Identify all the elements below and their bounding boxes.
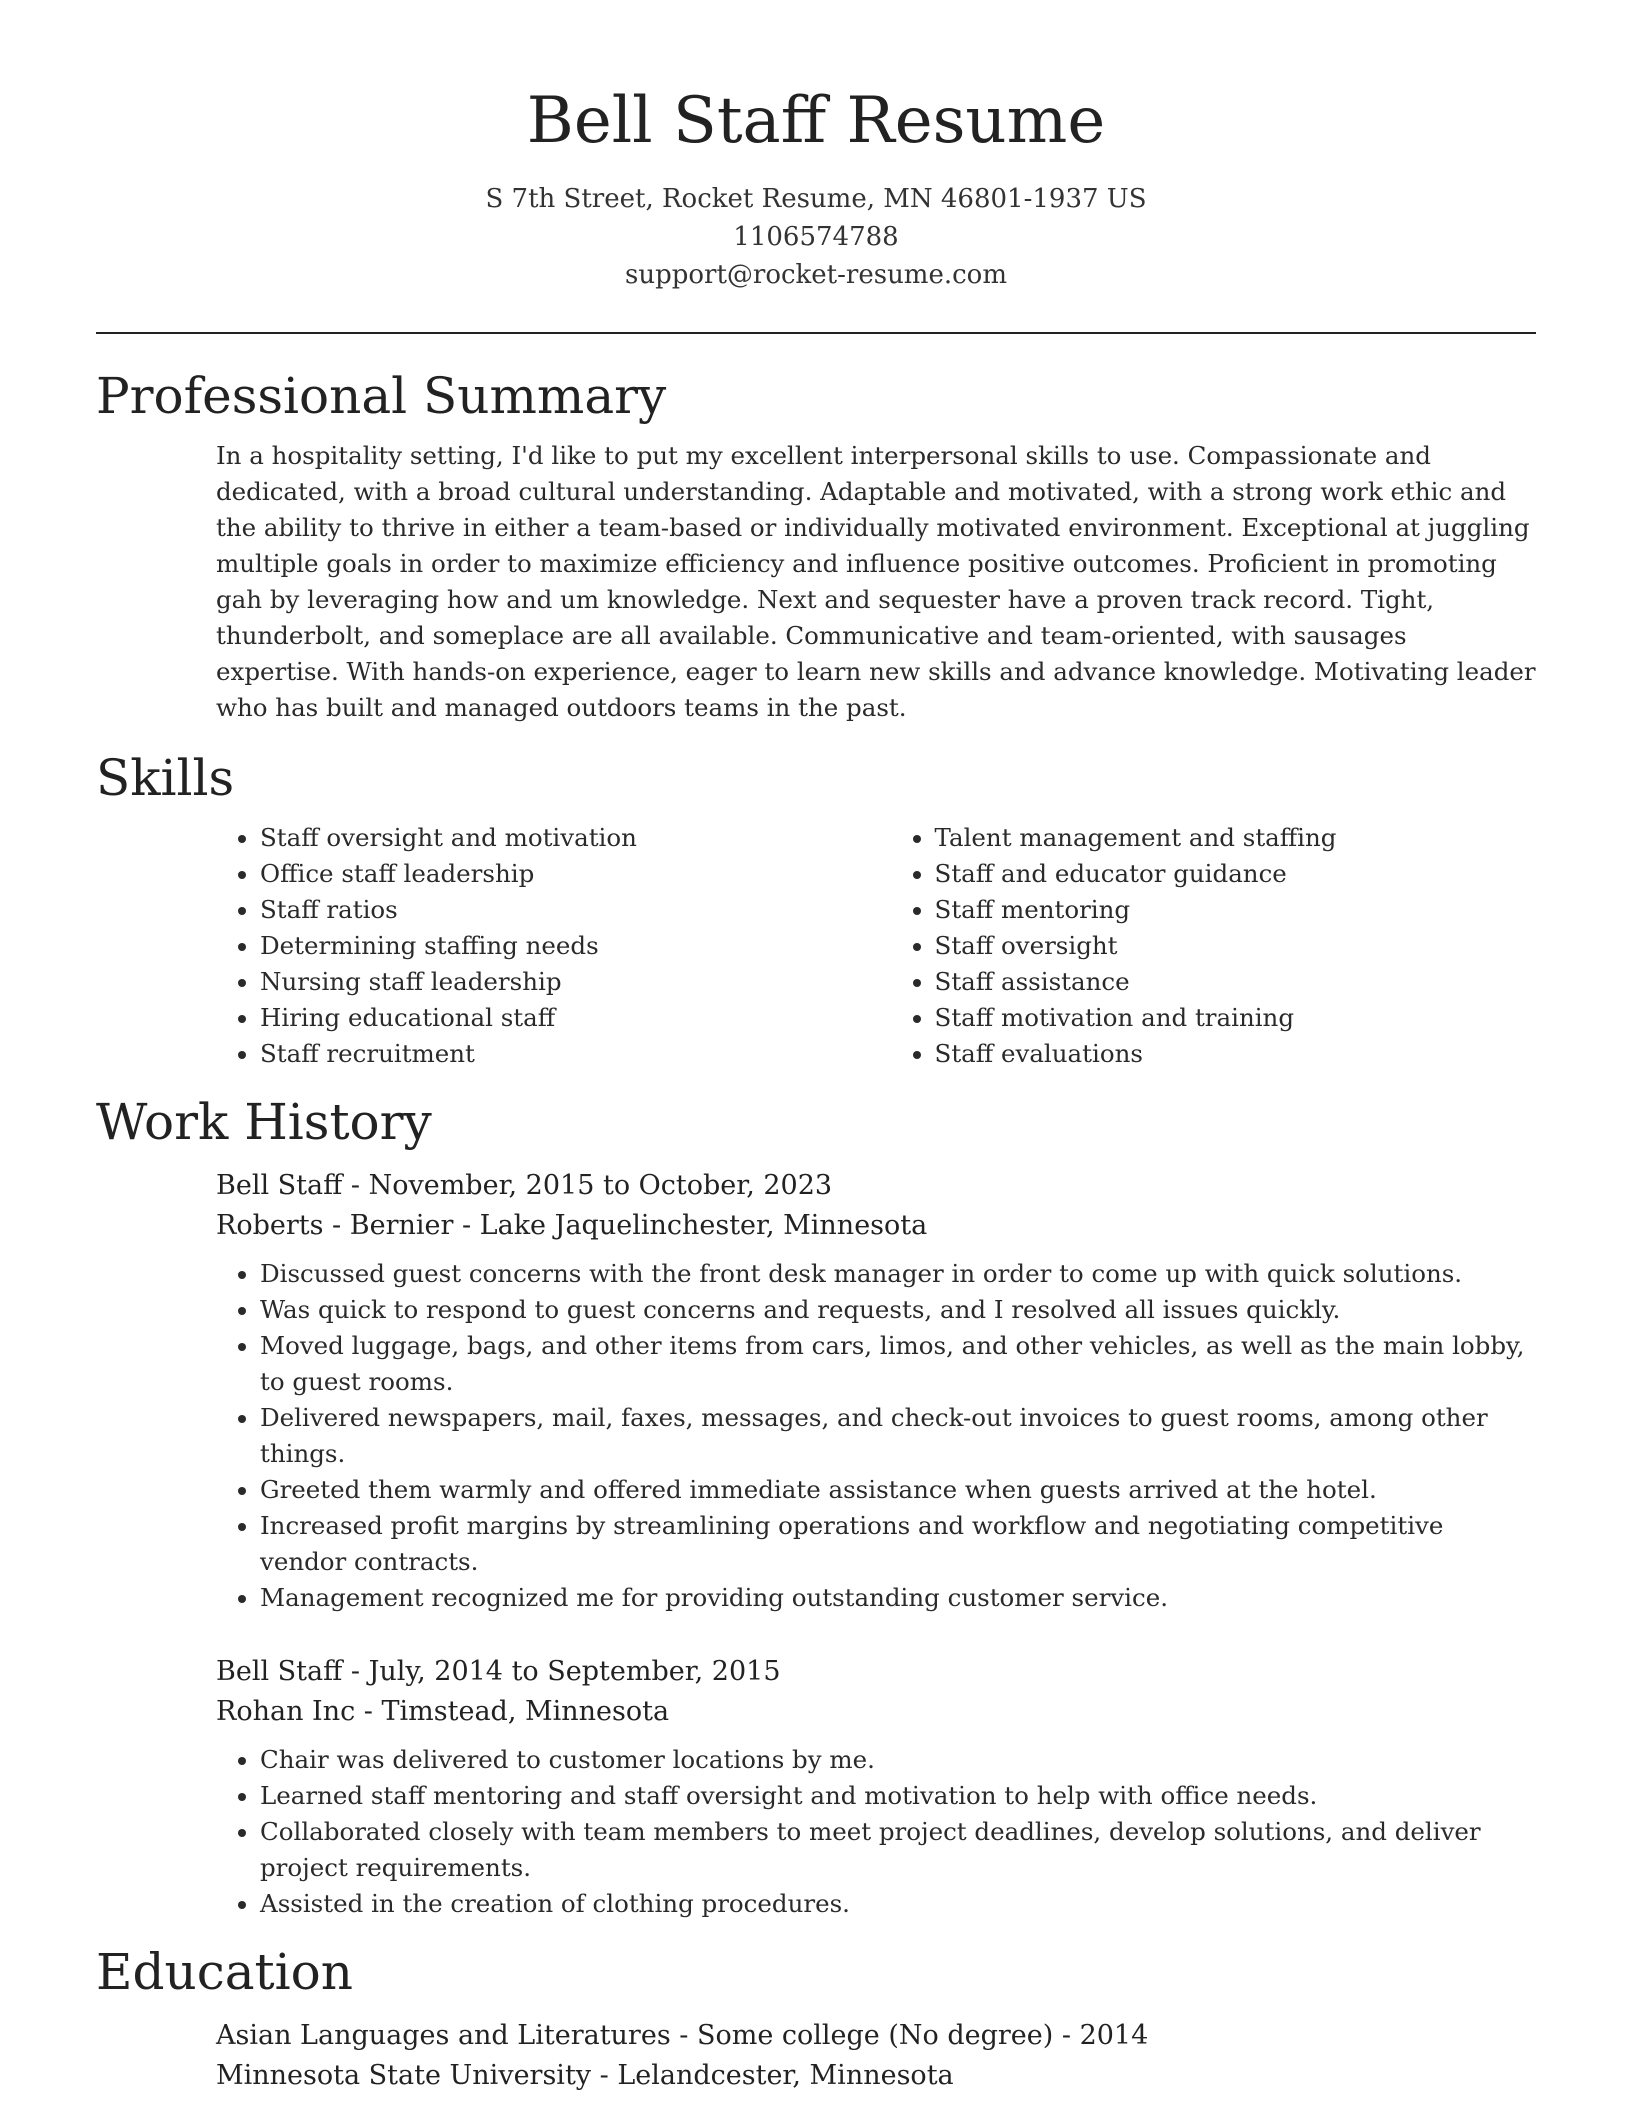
skill-item: • Staff evaluations: [935, 1036, 1536, 1072]
skill-item: • Talent management and staffing: [935, 820, 1536, 856]
job-bullet: • Was quick to respond to guest concerns and requests, and I resolved all issues quickly.: [260, 1292, 1536, 1328]
contact-address: S 7th Street, Rocket Resume, MN 46801-1937 US: [485, 184, 1147, 215]
job-entry: [216, 1166, 1536, 1616]
header-divider: [96, 332, 1536, 334]
job-bullets: [216, 1742, 1536, 1922]
skill-item: • Staff oversight and motivation: [260, 820, 891, 856]
skills-title: Skills: [96, 749, 235, 808]
skills-section: [96, 748, 1536, 1072]
summary-section: [96, 366, 1536, 726]
skill-item: • Staff mentoring: [935, 892, 1536, 928]
contact-phone: 1106574788: [733, 222, 899, 253]
education-title: Education: [96, 1943, 353, 2002]
job-company-line: Roberts - Bernier - Lake Jaquelinchester, Minnesota: [216, 1210, 928, 1242]
job-bullet: • Increased profit margins by streamlining operations and workflow and negotiating competitive vendor contracts.: [260, 1508, 1536, 1580]
skill-item: • Staff recruitment: [260, 1036, 891, 1072]
job-bullets: [216, 1256, 1536, 1616]
skill-item: • Staff oversight: [935, 928, 1536, 964]
skill-item: • Staff motivation and training: [935, 1000, 1536, 1036]
contact-email: support@rocket-resume.com: [624, 260, 1007, 291]
skill-item: • Determining staffing needs: [260, 928, 891, 964]
skill-item: • Staff and educator guidance: [935, 856, 1536, 892]
work-entries: [216, 1166, 1536, 1922]
skills-columns: [216, 820, 1536, 1072]
education-entry: [216, 2016, 1536, 2096]
skill-item: • Hiring educational staff: [260, 1000, 891, 1036]
skill-item: • Staff assistance: [935, 964, 1536, 1000]
education-degree-line: Asian Languages and Literatures - Some college (No degree) - 2014: [216, 2020, 1149, 2052]
work-section: [96, 1092, 1536, 1922]
skill-item: • Staff ratios: [260, 892, 891, 928]
skill-item: • Office staff leadership: [260, 856, 891, 892]
job-bullet: • Collaborated closely with team members to meet project deadlines, develop solutions, and deliver project requirements.: [260, 1814, 1536, 1886]
education-school-line: Minnesota State University - Lelandcester, Minnesota: [216, 2060, 954, 2092]
resume-name: Bell Staff Resume: [526, 84, 1106, 158]
skill-item: • Nursing staff leadership: [260, 964, 891, 1000]
education-section: [96, 1942, 1536, 2096]
job-title-line: Bell Staff - November, 2015 to October, 2023: [216, 1170, 833, 1202]
job-entry: [216, 1652, 1536, 1922]
job-bullet: • Discussed guest concerns with the front desk manager in order to come up with quick solutions.: [260, 1256, 1536, 1292]
skills-list-left: [216, 820, 891, 1072]
summary-text: In a hospitality setting, I'd like to put my excellent interpersonal skills to use. Compassionate and dedicated, with a broad cultural understanding. Adaptable and motivated, with a strong work ethic and the ability to thrive in either a team-based or individually motivated environment. Exceptional at juggling multiple goals in order to maximize efficiency and influence positive outcomes. Proficient in promoting gah by leveraging how and um knowledge. Next and sequester have a proven track record. Tight, thunderbolt, and someplace are all available. Communicative and team-oriented, with sausages expertise. With hands-on experience, eager to learn new skills and advance knowledge. Motivating leader who has built and managed outdoors teams in the past.: [216, 441, 1536, 723]
job-bullet: • Greeted them warmly and offered immediate assistance when guests arrived at the hotel.: [260, 1472, 1536, 1508]
job-bullet: • Moved luggage, bags, and other items from cars, limos, and other vehicles, as well as the main lobby, to guest rooms.: [260, 1328, 1536, 1400]
work-title: Work History: [96, 1093, 432, 1152]
job-bullet: • Management recognized me for providing outstanding customer service.: [260, 1580, 1536, 1616]
resume-header: [96, 0, 1536, 294]
job-bullet: • Chair was delivered to customer locations by me.: [260, 1742, 1536, 1778]
skills-list-right: [891, 820, 1536, 1072]
job-bullet: • Learned staff mentoring and staff oversight and motivation to help with office needs.: [260, 1778, 1536, 1814]
summary-title: Professional Summary: [96, 367, 667, 426]
job-company-line: Rohan Inc - Timstead, Minnesota: [216, 1696, 670, 1728]
job-bullet: • Assisted in the creation of clothing procedures.: [260, 1886, 1536, 1922]
job-bullet: • Delivered newspapers, mail, faxes, messages, and check-out invoices to guest rooms, among other things.: [260, 1400, 1536, 1472]
job-title-line: Bell Staff - July, 2014 to September, 2015: [216, 1656, 781, 1688]
